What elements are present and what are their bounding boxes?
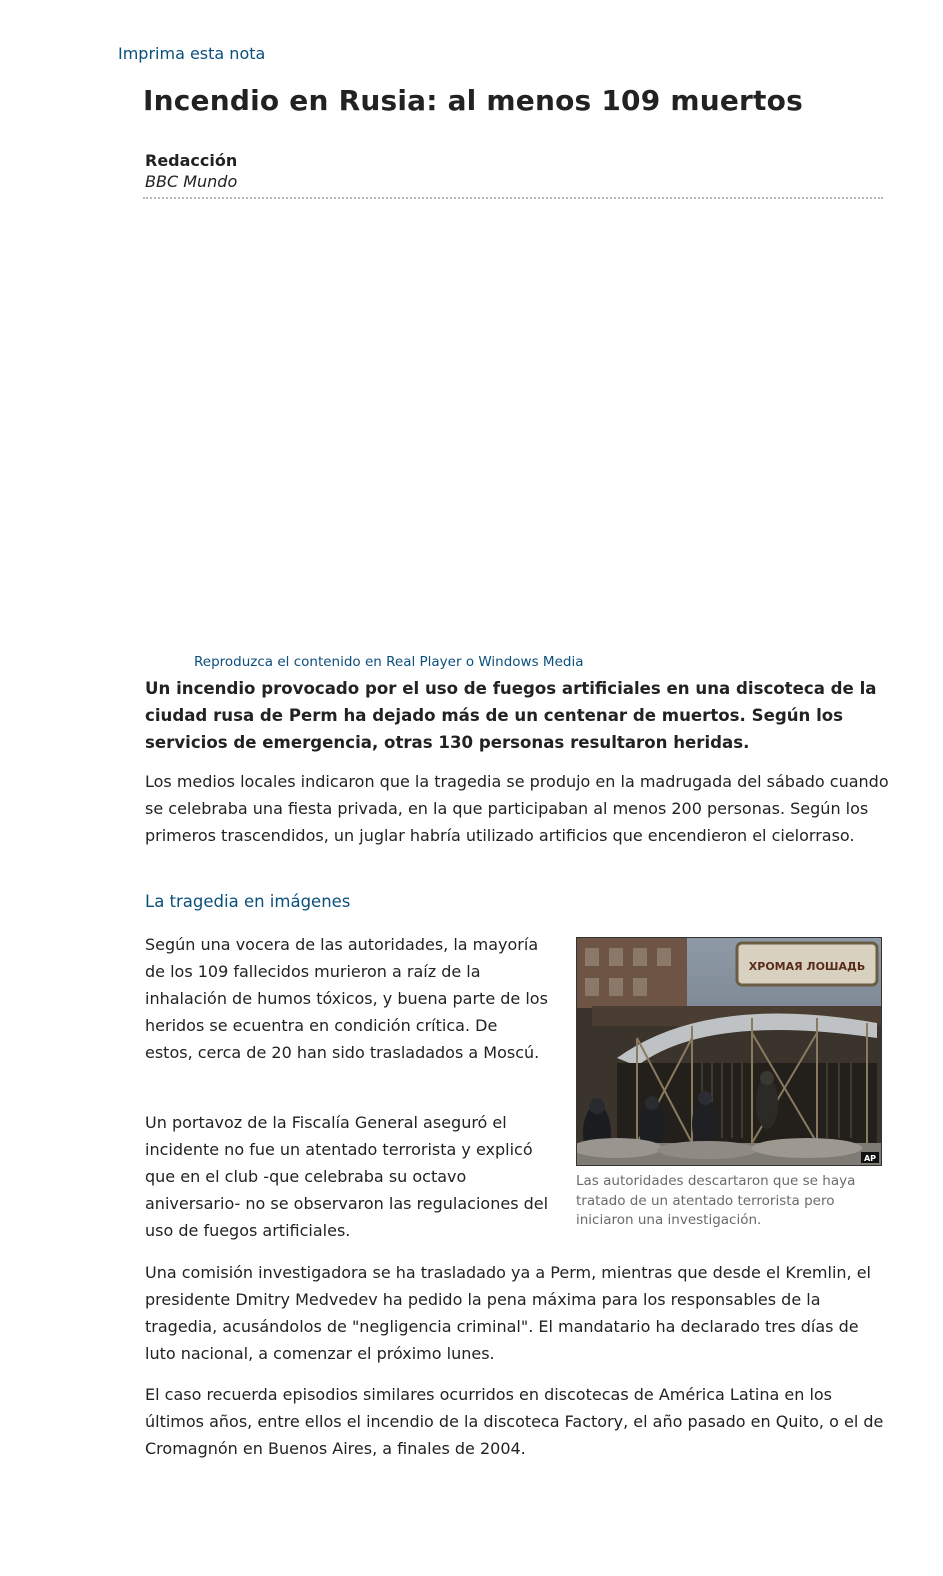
article-paragraph: Un portavoz de la Fiscalía General aseguró el incidente no fue un atentado terrorista y explicó que en el club -que celebraba su octavo aniversario- no se observaron las regulaciones del uso de fuegos artificiales.	[145, 1113, 549, 1240]
article-paragraph: Una comisión investigadora se ha trasladado ya a Perm, mientras que desde el Kremlin, el presidente Dmitry Medvedev ha pedido la pena máxima para los responsables de la tragedia, acusándolos de "negligencia criminal". El mandatario ha declarado tres días de luto nacional, a comenzar el próximo lunes.	[145, 1263, 871, 1363]
photo-illustration	[577, 938, 881, 1165]
byline-author: Redacción	[145, 151, 238, 170]
print-link[interactable]: Imprima esta nota	[118, 44, 266, 63]
sign-text: ХРОМАЯ ЛОШАДЬ	[748, 960, 866, 973]
article-intro: Un incendio provocado por el uso de fuegos artificiales en una discoteca de la ciudad rusa de Perm ha dejado más de un centenar de muertos. Según los servicios de emergencia, otras 130 personas resultaron heridas.	[145, 679, 877, 752]
dotted-divider	[143, 197, 883, 199]
article-paragraph: Según una vocera de las autoridades, la mayoría de los 109 fallecidos murieron a raíz de la inhalación de humos tóxicos, y buena parte de los heridos se ecuentra en condición crítica. De estos, cerca de 20 han sido trasladados a Moscú.	[145, 935, 548, 1062]
headline: Incendio en Rusia: al menos 109 muertos	[143, 84, 803, 117]
gallery-link[interactable]: La tragedia en imágenes	[145, 892, 351, 911]
media-player-link[interactable]: Reproduzca el contenido en Real Player o Windows Media	[194, 654, 584, 670]
byline	[145, 150, 237, 192]
news-photo	[576, 937, 882, 1166]
photo-credit: AP	[863, 1154, 877, 1163]
photo-caption: Las autoridades descartaron que se haya tratado de un atentado terrorista pero iniciaron una investigación.	[576, 1173, 856, 1228]
media-player-area	[143, 205, 883, 645]
byline-outlet: BBC Mundo	[145, 172, 238, 191]
article-paragraph: Los medios locales indicaron que la tragedia se produjo en la madrugada del sábado cuando se celebraba una fiesta privada, en la que participaban al menos 200 personas. Según los primeros trascendidos, un juglar habría utilizado artificios que encendieron el cielorraso.	[145, 772, 889, 845]
article-paragraph: El caso recuerda episodios similares ocurridos en discotecas de América Latina en los últimos años, entre ellos el incendio de la discoteca Factory, el año pasado en Quito, o el de Cromagnón en Buenos Aires, a finales de 2004.	[145, 1385, 884, 1458]
